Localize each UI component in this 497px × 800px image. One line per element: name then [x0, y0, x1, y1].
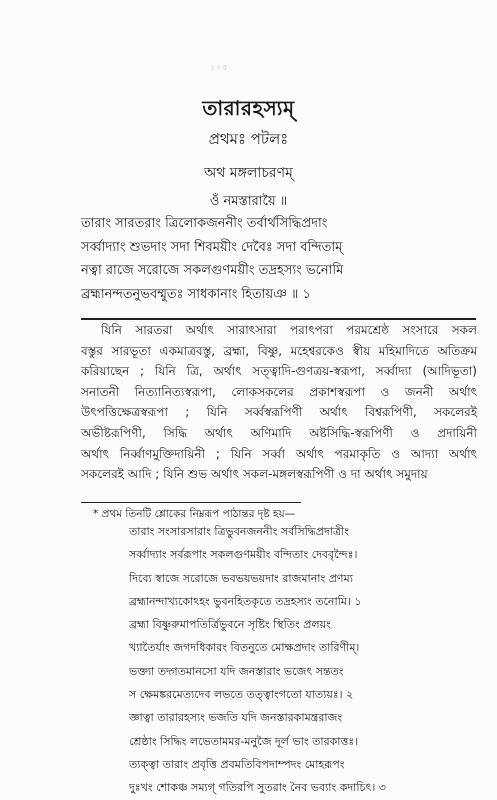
verse-line: সর্ব্বাদ্যাং শুভদাং সদা শিবময়ীং দেবৈঃ সদা বন্দিতাম্	[81, 239, 343, 255]
commentary-line: বস্তুর সারভূতা একমাত্রবস্তু, ব্রহ্মা, বিষ্ণু, মহেশ্বরকেও স্বীয় মহিমাদিতে অতিক্রম	[81, 343, 477, 358]
commentary-line: যিনি সারতরা অর্থাৎ সারাৎসারা পরাৎপরা পরমশ্রেষ্ঠ সংসারে সকল	[101, 323, 477, 337]
footnote-line: খ্যাতৈর্যাং জগদধিকারং বিতনুতে মোক্ষপ্রদাং তারিণীম্।	[129, 641, 360, 655]
footnote-line: স ক্ষেমঙ্করমেত্যদেব লভতে তত্ত্বাংগতো যাত্যয়ঃ। ২	[129, 688, 354, 702]
commentary-line: সকলেরই আদি ; যিনি শুভ অর্থাৎ সকল-মঙ্গলস্বরূপিণী ও দা অর্থাৎ সমুদায়	[81, 467, 428, 482]
commentary-line: করিয়াছেন ; যিনি ত্রি, অর্থাৎ সত্ত্বাদি-গুণত্রয়-স্বরূপা, সর্ব্বাদ্যা (আদিভূতা)	[81, 364, 477, 379]
footnote-line: তারাং সংসারসারাং ত্রিভুবনজননীং সর্বসিদ্ধিপ্রদাত্রীং	[129, 525, 349, 538]
page-title: তারারহস্যম্	[202, 96, 295, 120]
verse-line: নত্বা রাজে সরোজে সকলগুণময়ীং তদ্রহস্যং ভনোমি	[81, 263, 344, 278]
page-number-faded: ১২৫	[210, 63, 229, 72]
chapter-heading: প্রথমঃ পটলঃ	[208, 130, 289, 148]
footnote-line: ত্যক্ত্বা তারাং প্রবৃত্তি প্রবমতিবিপদাম্পদং মোহরূপং	[129, 757, 345, 771]
footnote-line: ভক্ত্যা তদ্গতমানসো যদি জনস্তারাং ভজেৎ সন্ততং	[129, 664, 344, 678]
footnote-line: জ্ঞাত্বা তারারহস্যং ভজতি যদি জনস্তারকামন্ত্ররাজং	[129, 711, 343, 725]
footnote-verses	[129, 520, 481, 800]
commentary-paragraph	[81, 320, 477, 485]
opening-verse	[81, 212, 481, 306]
commentary-line: উৎপত্তিক্ষেত্রস্বরূপা ; যিনি সর্ব্বস্বরূপিণী অর্থাৎ বিশ্বরূপিণী, সকলেরই	[81, 405, 477, 420]
invocation-line: ওঁ নমস্তারায়ৈ ॥	[209, 194, 288, 209]
commentary-line: সনাতনী নিত্যানিত্যস্বরূপা, লোকসকলের প্রকাশস্বরূপা ও জননী অর্থাৎ	[81, 384, 477, 399]
footnote-line: ব্রহ্মানন্দাখ্যকোঽহং ভুবনহিতকৃতে তদ্রহস্যং তনোমি। ১	[129, 594, 362, 608]
commentary-line: অভীষ্টরূপিণী, সিদ্ধি অর্থাৎ অণিমাদি অষ্টসিদ্ধি-স্বরূপিণী ও প্রদায়িনী	[81, 425, 477, 440]
commentary-line: অর্থাৎ নির্ব্বাণমুক্তিদায়িনী ; যিনি সর্ব্বা অর্থাৎ পরমাকৃতি ও আদ্যা অর্থাৎ	[81, 446, 477, 461]
verse-line: তারাং সারতরাং ত্রিলোকজননীং তর্বার্থসিদ্ধিপ্রদাং	[81, 216, 328, 231]
footnote-line: ব্রহ্মা বিষ্ণুরুমাপতির্ত্রিভুবনে সৃষ্টিং স্থিতিং প্রলয়ং	[129, 618, 331, 632]
footnote-heading: * প্রথম তিনটি শ্লোকের নিম্নরূপ পাঠান্তর দৃষ্ট হয়—	[93, 508, 296, 520]
section-heading: অথ মঙ্গলাচরণম্	[204, 165, 293, 181]
footnote-line: দিব্যে স্বাজে সরোজে ভবভয়ভয়দাং রাজমানাং প্রণম্য	[129, 571, 353, 585]
footnote-line: শ্রেষ্ঠাং সিদ্ধিং লভেতামমর-মনুজৈ দূর্ল ভাং তারকাত্তঃ।	[129, 734, 359, 748]
verse-line: ব্রহ্মানন্দতনুভবম্মুতঃ সাধকানাং হিতায়ঞ ॥ ১	[81, 286, 311, 302]
footnote-line: দুঃখং শোকঞ্চ সম্যগ্ গতিরপি সুতরাং নৈব ভব্যাং কদাচিৎ। ৩	[129, 781, 386, 795]
footnote-divider	[81, 502, 301, 503]
footnote-line: সর্ব্বাদ্যাং সর্বরূপাং সকলগুণময়ীং বন্দিতাং দেববৃন্দৈঃ।	[129, 548, 358, 562]
